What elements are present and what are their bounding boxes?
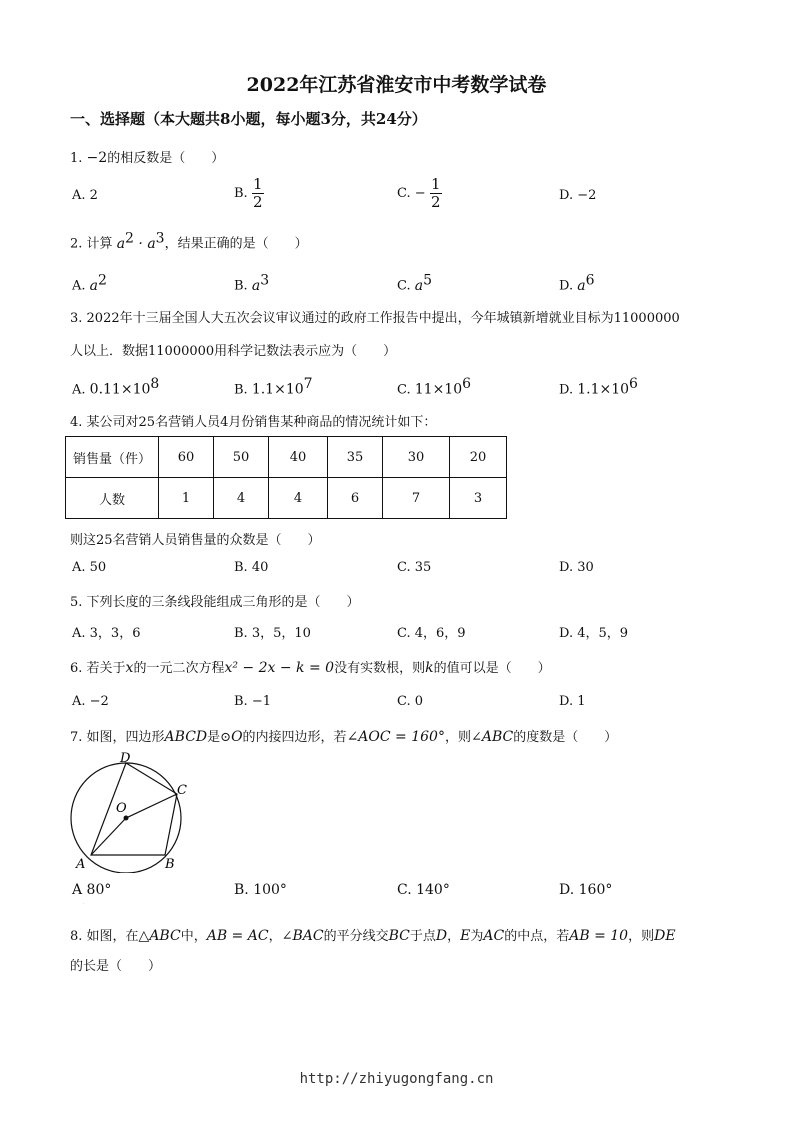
q7-text: 的度数是（ ） bbox=[513, 730, 618, 745]
question-8-line-1 bbox=[70, 925, 676, 944]
q6-text: 没有实数根，则 bbox=[334, 661, 426, 676]
q6-text: 的值可以是（ ） bbox=[433, 661, 551, 676]
q4-option-a: A. 50 bbox=[72, 560, 107, 575]
q7-option-c: C. 140° bbox=[397, 882, 450, 898]
q1-option-a: A. 2 bbox=[72, 188, 98, 203]
q4-option-b: B. 40 bbox=[234, 560, 269, 575]
q7-circle-diagram bbox=[64, 748, 194, 873]
question-3-line-1: 3. 2022年十三届全国人大五次会议审议通过的政府工作报告中提出，今年城镇新增就业目标为11000000 bbox=[70, 311, 680, 326]
table-cell: 40 bbox=[269, 437, 328, 478]
q1-option-c-fraction bbox=[430, 176, 442, 211]
q6-option-d: D. 1 bbox=[559, 694, 586, 709]
question-4: 4. 某公司对25名营销人员4月份销售某种商品的情况统计如下： bbox=[70, 415, 437, 430]
q6-option-b: B. −1 bbox=[234, 694, 271, 709]
table-cell: 30 bbox=[383, 437, 450, 478]
question-4-prompt: 则这25名营销人员销售量的众数是（ ） bbox=[70, 533, 321, 548]
q8-point: E bbox=[460, 928, 471, 944]
table-cell: 60 bbox=[159, 437, 214, 478]
q1-expression: −2 bbox=[86, 150, 108, 166]
q2-number: 2. 计算 bbox=[70, 236, 113, 252]
q1-option-c-sign: − bbox=[414, 186, 426, 201]
numerator: 1 bbox=[431, 175, 441, 193]
q2-text: ，结果正确的是（ ） bbox=[164, 236, 308, 252]
question-2 bbox=[70, 230, 308, 252]
q8-angle: BAC bbox=[292, 928, 324, 944]
q7-text: 是⊙ bbox=[207, 730, 232, 745]
q2-option-a: A. $a^2$ bbox=[72, 272, 107, 294]
q4-option-c: C. 35 bbox=[397, 560, 432, 575]
q6-text: 的一元二次方程 bbox=[133, 661, 225, 676]
q8-text: 8. 如图，在 bbox=[70, 929, 139, 944]
question-3-line-2: 人以上．数据11000000用科学记数法表示应为（ ） bbox=[70, 344, 397, 359]
q3-option-c: C. $11\times 10^6$ bbox=[397, 376, 472, 398]
q2-option-c: C. $a^5$ bbox=[397, 272, 433, 294]
q8-segment: BC bbox=[388, 928, 410, 944]
numerator: 1 bbox=[253, 175, 263, 193]
question-8-line-2: 的长是（ ） bbox=[70, 959, 162, 974]
q7-angle2: ABC bbox=[481, 729, 514, 745]
q8-text: 中， bbox=[180, 929, 207, 944]
label-d: D bbox=[120, 751, 131, 766]
q8-text: 为 bbox=[470, 929, 484, 944]
table-cell: 20 bbox=[450, 437, 507, 478]
q7-text: ，则∠ bbox=[444, 730, 482, 745]
table-cell: 4 bbox=[269, 478, 328, 519]
q8-equation: AB = AC bbox=[206, 928, 269, 944]
q6-option-c: C. 0 bbox=[397, 694, 424, 709]
q6-var-x: x bbox=[125, 660, 134, 676]
question-6 bbox=[70, 657, 551, 676]
q8-text: 于点 bbox=[409, 929, 436, 944]
footer-url[interactable]: http://zhiyugongfang.cn bbox=[299, 1071, 494, 1087]
q7-text: 7. 如图，四边形 bbox=[70, 730, 165, 745]
q7-option-b: B. 100° bbox=[234, 882, 287, 898]
q7-option-a: A 80° bbox=[72, 882, 112, 898]
q8-segment: AC bbox=[483, 928, 505, 944]
q1-option-b bbox=[234, 176, 264, 211]
table-cell: 4 bbox=[214, 478, 269, 519]
q8-equation: AB = 10 bbox=[569, 928, 629, 944]
label-b: B bbox=[165, 857, 175, 872]
q7-text: 的内接四边形，若 bbox=[242, 730, 347, 745]
table-header-cell: 人数 bbox=[66, 478, 159, 519]
page-title: 2022年江苏省淮安市中考数学试卷 bbox=[246, 74, 547, 96]
q5-option-b: B. 3，5，10 bbox=[234, 626, 311, 641]
q8-segment: DE bbox=[654, 928, 676, 944]
q1-option-c-label: C. bbox=[397, 186, 411, 201]
table-row bbox=[66, 478, 507, 519]
q1-option-b-label: B. bbox=[234, 186, 248, 201]
table-row bbox=[66, 437, 507, 478]
label-c: C bbox=[177, 783, 187, 798]
q4-option-d: D. 30 bbox=[559, 560, 594, 575]
q6-text: 6. 若关于 bbox=[70, 661, 126, 676]
q2-option-b: B. $a^3$ bbox=[234, 272, 270, 294]
q6-equation: x² − 2x − k = 0 bbox=[224, 660, 335, 676]
q7-angle: ∠AOC = 160° bbox=[346, 729, 445, 745]
question-7 bbox=[70, 726, 617, 745]
table-cell: 6 bbox=[328, 478, 383, 519]
q1-text: 的相反数是（ ） bbox=[107, 151, 225, 166]
table-cell: 50 bbox=[214, 437, 269, 478]
q1-number: 1. bbox=[70, 151, 83, 166]
denominator: 2 bbox=[253, 193, 263, 211]
section-heading: 一、选择题（本大题共8小题，每小题3分，共24分） bbox=[70, 110, 427, 128]
q1-option-b-fraction bbox=[252, 176, 264, 211]
q1-option-c bbox=[397, 176, 442, 211]
q2-option-d: D. $a^6$ bbox=[559, 272, 595, 294]
q3-option-b: B. $1.1\times 10^7$ bbox=[234, 376, 313, 398]
q3-option-d: D. $1.1\times 10^6$ bbox=[559, 376, 638, 398]
table-cell: 1 bbox=[159, 478, 214, 519]
table-header-cell: 销售量（件） bbox=[66, 437, 159, 478]
q7-option-d: D. 160° bbox=[559, 882, 613, 898]
sales-table bbox=[65, 436, 507, 519]
q6-var-k: k bbox=[425, 660, 434, 676]
q8-text: 的平分线交 bbox=[323, 929, 389, 944]
q7-circle: O bbox=[231, 729, 243, 745]
label-a: A bbox=[76, 857, 86, 872]
q2-expression: $a^2 \cdot a^3$ bbox=[116, 230, 165, 252]
q8-text: 的中点，若 bbox=[504, 929, 570, 944]
q8-triangle: △ABC bbox=[138, 928, 181, 944]
q8-text: ， bbox=[447, 929, 461, 944]
q1-option-d: D. −2 bbox=[559, 188, 597, 203]
label-o: O bbox=[116, 801, 127, 816]
denominator: 2 bbox=[431, 193, 441, 211]
q8-point: D bbox=[435, 928, 448, 944]
table-cell: 7 bbox=[383, 478, 450, 519]
q3-option-a: A. $0.11\times 10^8$ bbox=[72, 376, 160, 398]
q7-quad: ABCD bbox=[164, 729, 208, 745]
q6-option-a: A. −2 bbox=[72, 694, 109, 709]
table-cell: 3 bbox=[450, 478, 507, 519]
q5-option-c: C. 4，6，9 bbox=[397, 626, 466, 641]
question-5: 5. 下列长度的三条线段能组成三角形的是（ ） bbox=[70, 595, 360, 610]
q5-option-d: D. 4，5，9 bbox=[559, 626, 629, 641]
q5-option-a: A. 3，3，6 bbox=[72, 626, 141, 641]
q8-text: ，∠ bbox=[268, 929, 293, 944]
question-1 bbox=[70, 147, 224, 166]
table-cell: 35 bbox=[328, 437, 383, 478]
q8-text: ，则 bbox=[628, 929, 655, 944]
